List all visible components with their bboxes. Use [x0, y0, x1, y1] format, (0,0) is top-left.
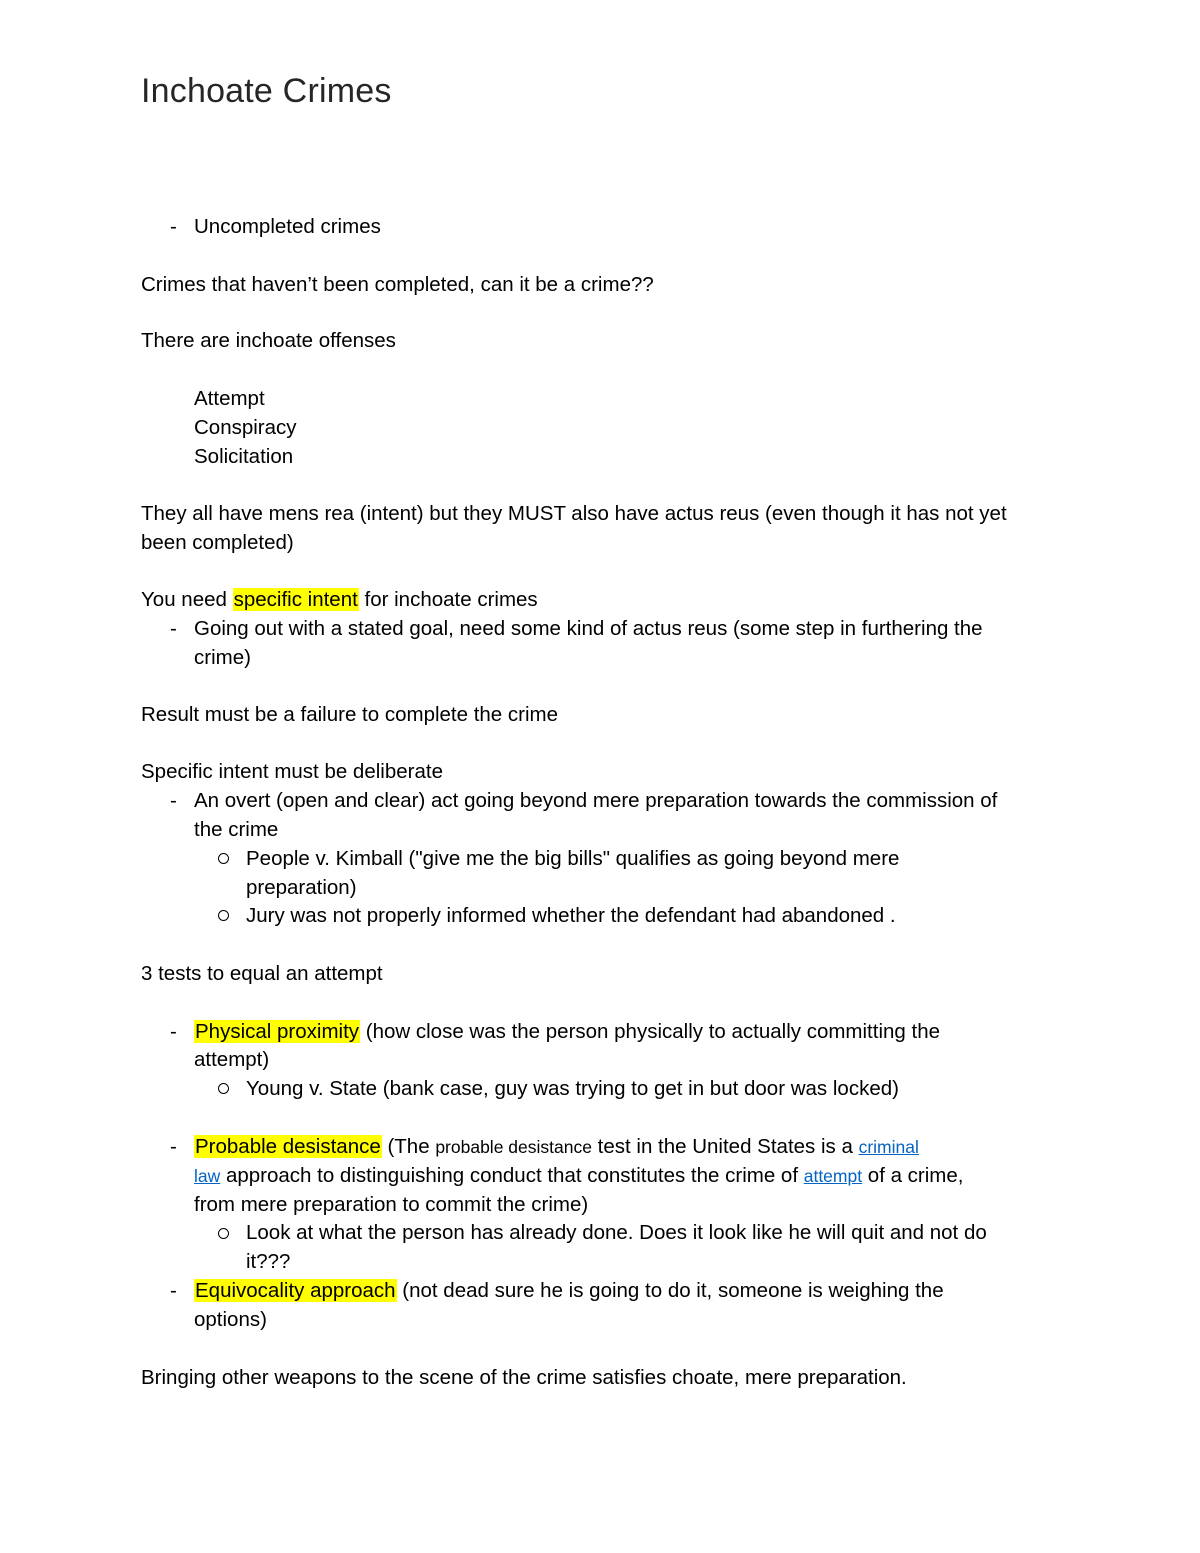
desistance-line-2	[194, 1162, 963, 1190]
kimball-line-2: preparation)	[246, 876, 357, 899]
desistance-b: test in the United States is a	[591, 1135, 859, 1158]
circle-bullet-icon	[218, 853, 229, 864]
equivocality-line-1	[194, 1277, 944, 1305]
weapons-line: Bringing other weapons to the scene of the crime satisfies choate, mere preparation.	[141, 1366, 907, 1389]
overt-line-1: An overt (open and clear) act going beyond mere preparation towards the commission of	[194, 789, 998, 812]
three-tests-heading: 3 tests to equal an attempt	[141, 962, 383, 985]
deliberate-heading: Specific intent must be deliberate	[141, 760, 443, 783]
offense-attempt: Attempt	[194, 387, 265, 410]
specific-intent-post: for inchoate crimes	[358, 588, 538, 611]
going-out-line-1: Going out with a stated goal, need some kind of actus reus (some step in furthering the	[194, 617, 983, 640]
kimball-line-1: People v. Kimball ("give me the big bills" qualifies as going beyond mere	[246, 847, 900, 870]
equivocality-post: (not dead sure he is going to do it, someone is weighing the	[396, 1279, 944, 1302]
mens-rea-line-1: They all have mens rea (intent) but they MUST also have actus reus (even though it has not yet	[141, 502, 1007, 525]
equivocality-highlight: Equivocality approach	[195, 1279, 396, 1302]
dash-bullet: -	[170, 1135, 177, 1158]
circle-bullet-icon	[218, 1083, 229, 1094]
crimes-question: Crimes that haven’t been completed, can it be a crime??	[141, 273, 654, 296]
specific-intent-highlight: specific intent	[233, 588, 358, 611]
desistance-a: (The	[381, 1135, 436, 1158]
look-line-1: Look at what the person has already done. Does it look like he will quit and not do	[246, 1221, 987, 1244]
specific-intent-line	[141, 586, 538, 614]
proximity-line-2: attempt)	[194, 1048, 270, 1071]
circle-bullet-icon	[218, 910, 229, 921]
desistance-line-1	[194, 1133, 919, 1161]
attempt-link[interactable]: attempt	[803, 1166, 863, 1186]
desistance-d: of a crime,	[862, 1164, 964, 1187]
dash-bullet: -	[170, 1020, 177, 1043]
dash-bullet: -	[170, 789, 177, 812]
page-title: Inchoate Crimes	[141, 72, 392, 110]
uncompleted-crimes: Uncompleted crimes	[194, 215, 381, 238]
specific-intent-pre: You need	[141, 588, 233, 611]
overt-line-2: the crime	[194, 818, 279, 841]
look-line-2: it???	[246, 1250, 291, 1273]
young-line: Young v. State (bank case, guy was trying to get in but door was locked)	[246, 1077, 899, 1100]
inchoate-offenses-intro: There are inchoate offenses	[141, 329, 396, 352]
circle-bullet-icon	[218, 1228, 229, 1239]
desistance-highlight: Probable desistance	[195, 1135, 381, 1158]
offense-solicitation: Solicitation	[194, 445, 294, 468]
proximity-line-1	[194, 1018, 940, 1046]
criminal-link[interactable]: criminal	[858, 1137, 919, 1157]
law-link[interactable]: law	[194, 1166, 221, 1186]
proximity-post: (how close was the person physically to actually committing the	[360, 1020, 941, 1043]
result-failure: Result must be a failure to complete the crime	[141, 703, 559, 726]
desistance-small: probable desistance	[435, 1137, 592, 1157]
equivocality-line-2: options)	[194, 1308, 267, 1331]
dash-bullet: -	[170, 617, 177, 640]
dash-bullet: -	[170, 215, 177, 238]
desistance-line-3: from mere preparation to commit the crime)	[194, 1193, 589, 1216]
offense-conspiracy: Conspiracy	[194, 416, 297, 439]
mens-rea-line-2: been completed)	[141, 531, 294, 554]
proximity-highlight: Physical proximity	[195, 1020, 360, 1043]
desistance-c: approach to distinguishing conduct that constitutes the crime of	[220, 1164, 804, 1187]
dash-bullet: -	[170, 1279, 177, 1302]
jury-line: Jury was not properly informed whether the defendant had abandoned .	[246, 904, 896, 927]
going-out-line-2: crime)	[194, 646, 251, 669]
